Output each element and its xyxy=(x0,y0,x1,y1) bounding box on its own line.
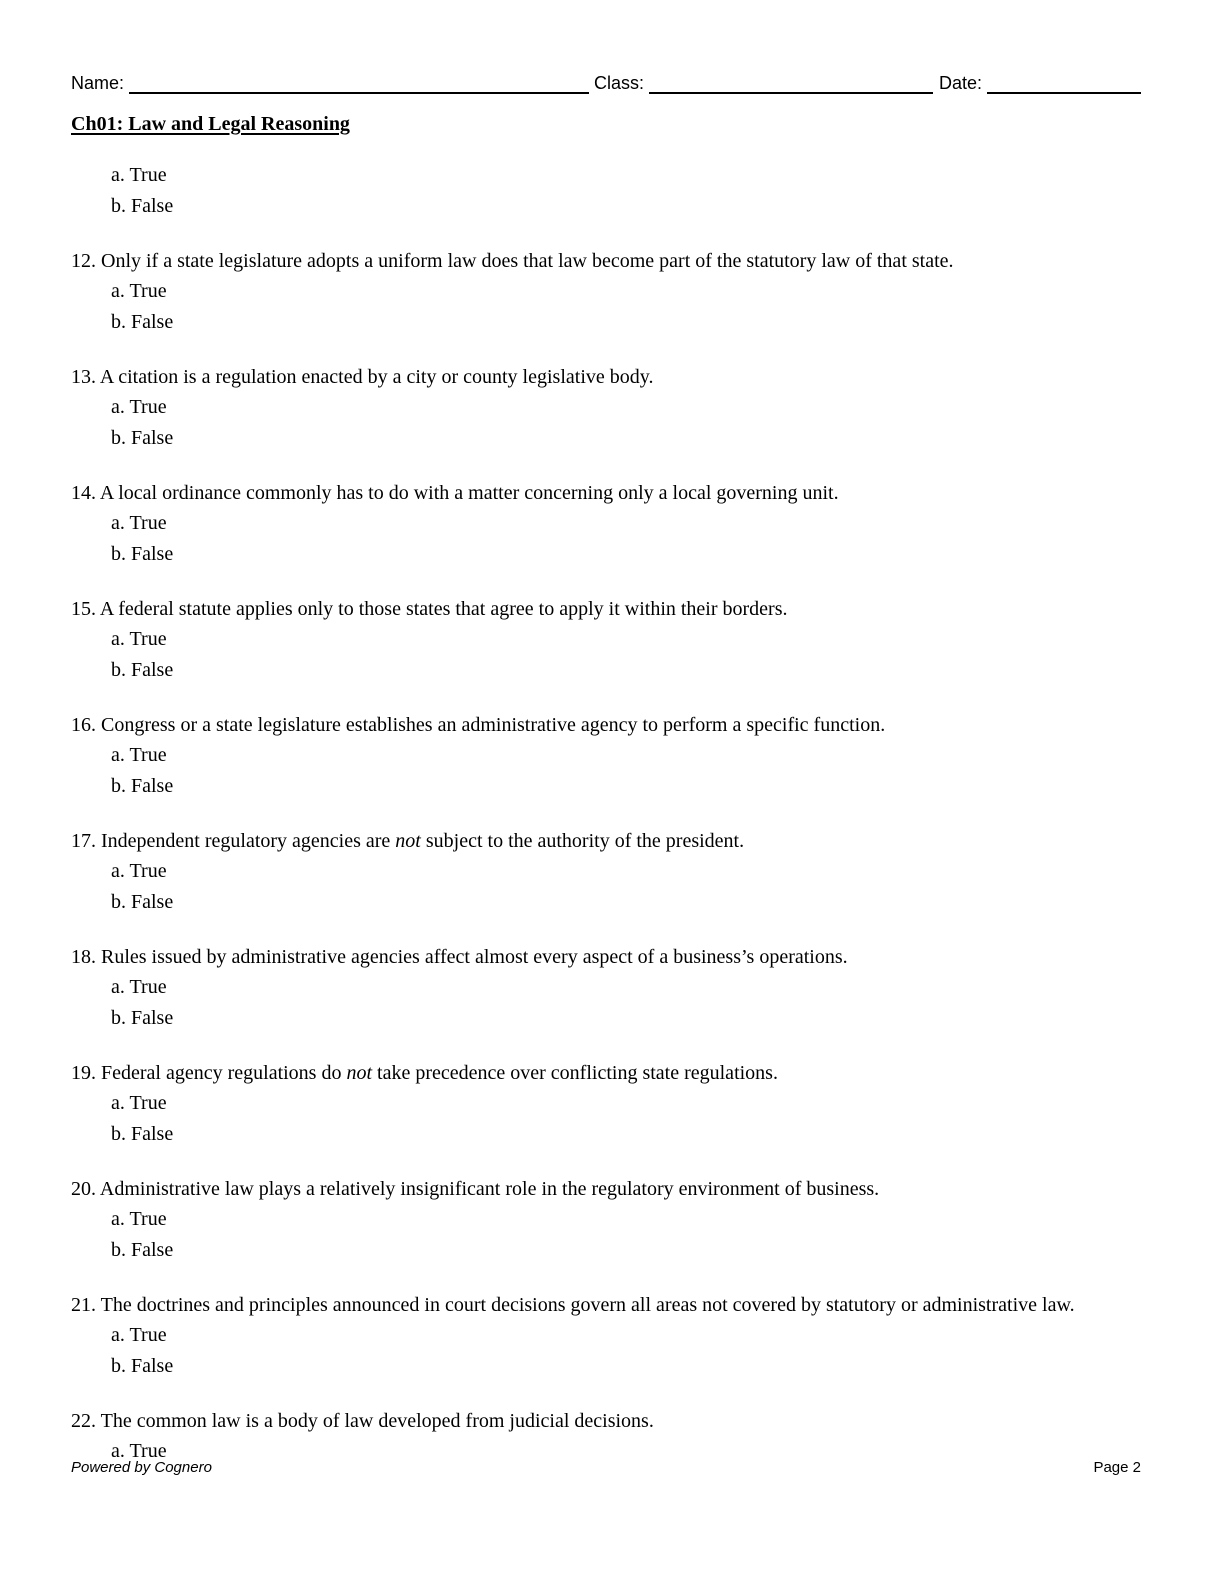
question-number: 13. xyxy=(71,366,96,388)
name-label: Name: xyxy=(71,73,125,93)
answer-option[interactable]: a. True xyxy=(111,1092,167,1114)
question-text-after: take precedence over conflicting state regulations. xyxy=(372,1062,778,1084)
answer-option[interactable]: a. True xyxy=(111,744,167,766)
continued-question xyxy=(71,160,1141,222)
question-stem xyxy=(71,365,1141,389)
answer-option[interactable]: a. True xyxy=(111,860,167,882)
answer-options xyxy=(71,392,1141,454)
question-21 xyxy=(71,1293,1141,1382)
answer-option[interactable]: a. True xyxy=(111,396,167,418)
question-number: 22. xyxy=(71,1410,96,1432)
question-stem xyxy=(71,829,1141,853)
answer-option[interactable]: b. False xyxy=(111,543,174,565)
answer-option[interactable]: b. False xyxy=(111,311,174,333)
question-20 xyxy=(71,1177,1141,1266)
question-14 xyxy=(71,481,1141,570)
question-number: 19. xyxy=(71,1062,96,1084)
question-text: The common law is a body of law developed from judicial decisions. xyxy=(100,1410,654,1432)
answer-option[interactable]: b. False xyxy=(111,195,174,217)
question-number: 20. xyxy=(71,1178,96,1200)
answer-option[interactable]: b. False xyxy=(111,1239,174,1261)
question-text-after: subject to the authority of the president. xyxy=(420,830,745,852)
question-emphasis: not xyxy=(346,1062,373,1084)
answer-option[interactable]: a. True xyxy=(111,1440,167,1462)
question-12 xyxy=(71,249,1141,338)
date-label: Date: xyxy=(939,73,983,93)
question-number: 17. xyxy=(71,830,96,852)
answer-option[interactable]: b. False xyxy=(111,1007,174,1029)
question-text-before: Federal agency regulations do xyxy=(101,1062,347,1084)
question-13 xyxy=(71,365,1141,454)
question-list xyxy=(71,160,1141,1494)
answer-option[interactable]: a. True xyxy=(111,976,167,998)
answer-option[interactable]: b. False xyxy=(111,891,174,913)
question-stem xyxy=(71,1409,1141,1433)
question-18 xyxy=(71,945,1141,1034)
answer-options xyxy=(71,740,1141,802)
question-text: Congress or a state legislature establishes an administrative agency to perform a specific function. xyxy=(101,714,886,736)
question-stem xyxy=(71,481,1141,505)
question-stem xyxy=(71,713,1141,737)
question-number: 14. xyxy=(71,482,96,504)
name-field-line[interactable] xyxy=(129,92,589,94)
answer-option[interactable]: a. True xyxy=(111,628,167,650)
answer-options xyxy=(71,1320,1141,1382)
question-text-before: Independent regulatory agencies are xyxy=(101,830,396,852)
answer-options xyxy=(71,856,1141,918)
answer-option[interactable]: b. False xyxy=(111,427,174,449)
question-text: The doctrines and principles announced in court decisions govern all areas not covered by statutory or administrative law. xyxy=(100,1294,1075,1316)
question-number: 16. xyxy=(71,714,96,736)
question-text: A federal statute applies only to those states that agree to apply it within their borders. xyxy=(99,598,788,620)
answer-options xyxy=(71,160,1141,222)
question-stem xyxy=(71,945,1141,969)
question-19 xyxy=(71,1061,1141,1150)
answer-options xyxy=(71,972,1141,1034)
answer-option[interactable]: a. True xyxy=(111,1208,167,1230)
question-stem xyxy=(71,597,1141,621)
question-text: Rules issued by administrative agencies affect almost every aspect of a business’s operations. xyxy=(101,946,848,968)
question-text: Only if a state legislature adopts a uniform law does that law become part of the statutory law of that state. xyxy=(101,250,954,272)
question-emphasis: not xyxy=(395,830,421,852)
question-15 xyxy=(71,597,1141,686)
answer-options xyxy=(71,1204,1141,1266)
page-footer xyxy=(71,1459,1141,1479)
answer-option[interactable]: a. True xyxy=(111,280,167,302)
page-number: Page 2 xyxy=(1093,1459,1141,1476)
question-text: A local ordinance commonly has to do with a matter concerning only a local governing unit. xyxy=(99,482,839,504)
question-stem xyxy=(71,249,1141,273)
answer-option[interactable]: a. True xyxy=(111,164,167,186)
answer-option[interactable]: b. False xyxy=(111,659,174,681)
answer-option[interactable]: b. False xyxy=(111,1123,174,1145)
student-info-header xyxy=(71,72,1141,98)
question-number: 12. xyxy=(71,250,96,272)
question-text: A citation is a regulation enacted by a city or county legislative body. xyxy=(99,366,654,388)
answer-option[interactable]: a. True xyxy=(111,1324,167,1346)
question-number: 21. xyxy=(71,1294,96,1316)
question-stem xyxy=(71,1061,1141,1085)
answer-options xyxy=(71,624,1141,686)
question-stem xyxy=(71,1293,1141,1317)
answer-options xyxy=(71,508,1141,570)
answer-option[interactable]: a. True xyxy=(111,512,167,534)
question-text: Administrative law plays a relatively insignificant role in the regulatory environment of business. xyxy=(99,1178,880,1200)
class-label: Class: xyxy=(594,73,645,93)
question-number: 15. xyxy=(71,598,96,620)
answer-option[interactable]: b. False xyxy=(111,775,174,797)
question-number: 18. xyxy=(71,946,96,968)
date-field-line[interactable] xyxy=(987,92,1141,94)
answer-option[interactable]: b. False xyxy=(111,1355,174,1377)
answer-options xyxy=(71,1088,1141,1150)
powered-by-text: Powered by Cognero xyxy=(71,1459,212,1476)
class-field-line[interactable] xyxy=(649,92,933,94)
answer-options xyxy=(71,276,1141,338)
question-17 xyxy=(71,829,1141,918)
question-16 xyxy=(71,713,1141,802)
chapter-title: Ch01: Law and Legal Reasoning xyxy=(71,113,350,135)
question-stem xyxy=(71,1177,1141,1201)
